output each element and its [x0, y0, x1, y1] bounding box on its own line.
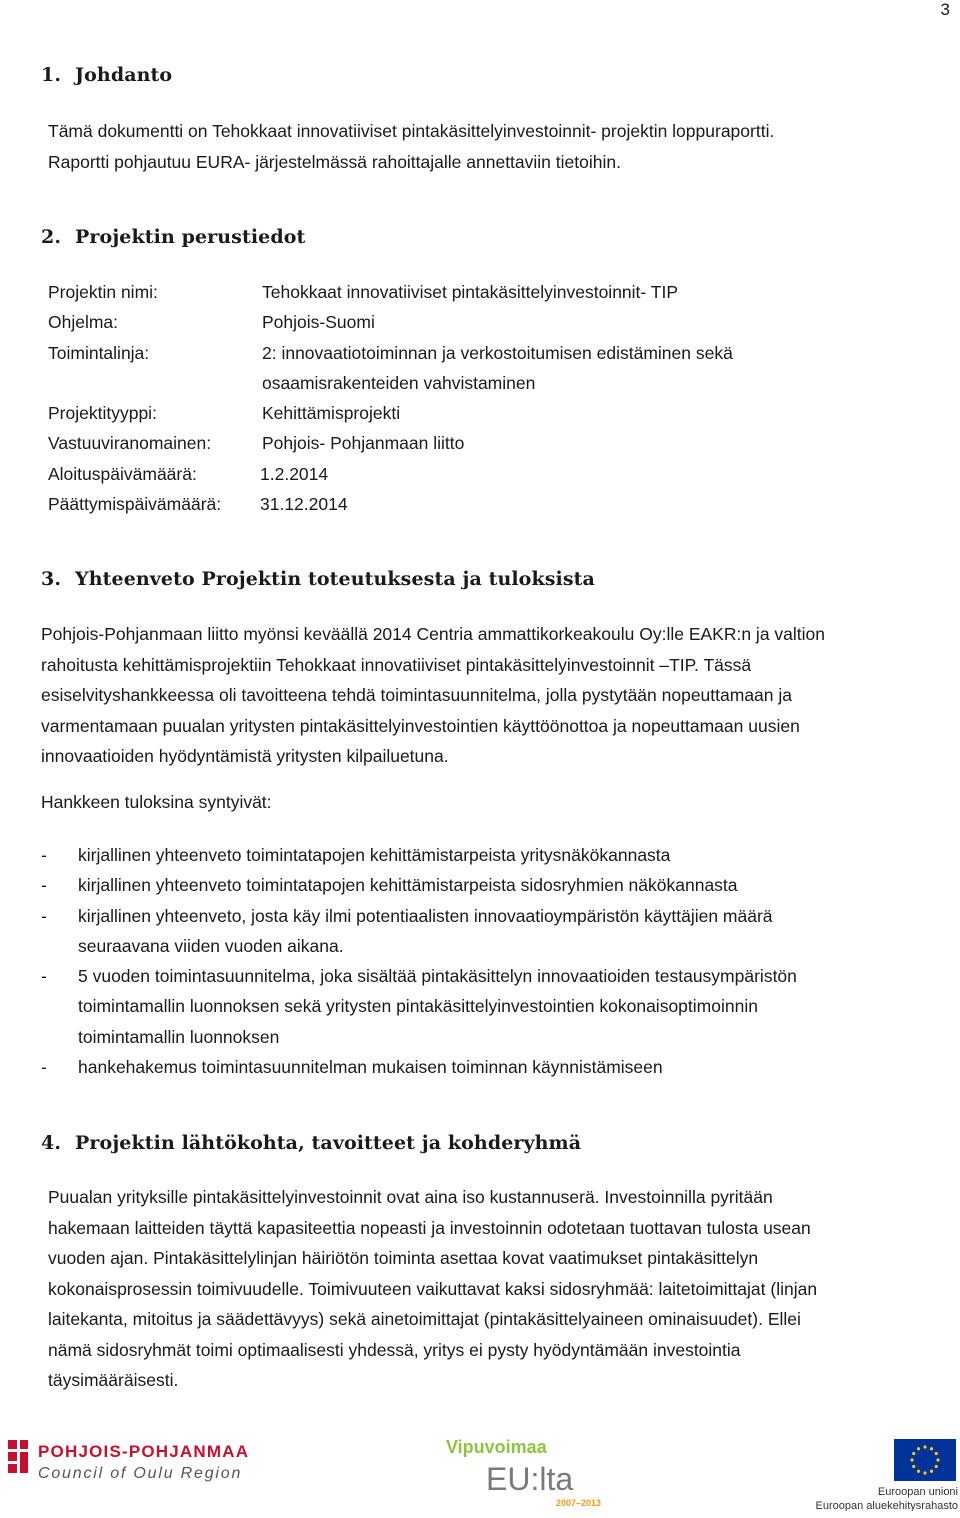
section-number: 1. — [41, 64, 62, 86]
section-number: 3. — [41, 568, 62, 590]
eu-star-icon — [923, 1445, 926, 1448]
list-item — [41, 1052, 797, 1082]
text-line: laitekanta, mitoitus ja säädettävyys) sekä ainetoimittajat (pintakäsittelyaineen ominaisuudet). Ellei — [48, 1309, 801, 1329]
info-label: Projektityyppi: — [48, 403, 157, 424]
eu-star-icon — [912, 1452, 915, 1455]
info-value: Pohjois- Pohjanmaan liitto — [262, 433, 465, 454]
info-label: Päättymispäivämäärä: — [48, 494, 222, 515]
list-item-text: kirjallinen yhteenveto, josta käy ilmi potentiaalisten innovaatioympäristön käyttäjien määrä — [78, 905, 773, 926]
list-item-text: 5 vuoden toimintasuunnitelma, joka sisältää pintakäsittelyn innovaatioiden testausympäristön — [78, 966, 797, 987]
results-heading: Hankkeen tuloksina syntyivät: — [41, 792, 272, 812]
section-number: 4. — [41, 1132, 62, 1154]
eu-star-icon — [930, 1447, 933, 1450]
logo-line-2: Council of Oulu Region — [38, 1465, 243, 1482]
info-value: Kehittämisprojekti — [262, 403, 401, 424]
background-paragraph — [48, 1182, 817, 1396]
list-dash: - — [41, 875, 47, 896]
vipuvoimaa-eu-logo-icon — [444, 1436, 614, 1508]
text-line: esiselvityshankkeessa oli tavoitteena tehdä toimintasuunnitelma, jolla pystytään nopeuttamaan ja — [41, 685, 793, 705]
list-item-text: seuraavana viiden vuoden aikana. — [78, 935, 344, 956]
pohjois-pohjanmaa-logo-icon — [6, 1434, 266, 1486]
section-heading-3 — [41, 568, 595, 590]
logo-line-2: Euroopan aluekehitysrahasto — [815, 1500, 958, 1511]
eu-star-icon — [923, 1471, 926, 1474]
list-item-text: hankehakemus toimintasuunnitelman mukaisen toiminnan käynnistämiseen — [78, 1057, 663, 1078]
eu-flag-icon — [800, 1437, 960, 1511]
list-dash: - — [41, 845, 47, 865]
section-title: Projektin lähtökohta, tavoitteet ja kohderyhmä — [75, 1132, 582, 1154]
logo-line-1: Euroopan unioni — [877, 1486, 958, 1498]
list-item-text: toimintamallin luonnoksen — [78, 1026, 280, 1047]
info-value: Tehokkaat innovatiiviset pintakäsittelyinvestoinnit- TIP — [262, 282, 679, 302]
list-dash: - — [41, 1057, 47, 1078]
eu-star-icon — [917, 1470, 920, 1473]
eu-star-icon — [936, 1458, 939, 1461]
page-number: 3 — [940, 0, 950, 19]
list-item — [41, 901, 797, 962]
text-line: varmentamaan puualan yritysten pintakäsittelyinvestointien käyttöönottoa ja nopeuttamaan uusien — [41, 715, 800, 736]
info-label: Aloituspäivämäärä: — [48, 463, 197, 484]
summary-paragraph — [41, 619, 825, 772]
info-value: 31.12.2014 — [260, 494, 348, 515]
info-label: Ohjelma: — [48, 312, 119, 333]
logo-line-3: 2007–2013 — [556, 1498, 602, 1508]
section-heading-4 — [41, 1132, 581, 1154]
pohjois-pohjanmaa-logo — [6, 1434, 266, 1486]
info-value-line: osaamisrakenteiden vahvistaminen — [262, 372, 536, 393]
info-label: Toimintalinja: — [48, 342, 150, 363]
intro-paragraph — [48, 116, 774, 177]
list-dash: - — [41, 966, 47, 987]
text-line: Raportti pohjautuu EURA- järjestelmässä rahoittajalle annettaviin tietoihin. — [48, 151, 621, 172]
text-line: rahoitusta kehittämisprojektiin Tehokkaat innovatiiviset pintakäsittelyinvestoinnit –TIP. Tässä — [41, 654, 752, 675]
list-item — [41, 961, 797, 1052]
eu-star-icon — [935, 1465, 938, 1468]
results-list — [41, 840, 797, 1082]
text-line: Tämä dokumentti on Tehokkaat innovatiiviset pintakäsittelyinvestoinnit- projektin loppuraportti. — [48, 121, 775, 141]
section-title: Johdanto — [75, 64, 173, 86]
text-line: innovaatioiden hyödyntämistä yritysten kilpailuetuna. — [41, 746, 449, 766]
eu-star-icon — [912, 1465, 915, 1468]
text-line: nämä sidosryhmät toimi optimaalisesti yhdessä, yritys ei pysty hyödyntämään investointia — [48, 1339, 741, 1360]
eu-star-icon — [910, 1458, 913, 1461]
list-item — [41, 840, 797, 870]
text-line: vuoden ajan. Pintakäsittelylinjan häiriötön toiminta asettaa kovat vaatimukset pintakäsittelyn — [48, 1248, 759, 1268]
eu-star-icon — [935, 1452, 938, 1455]
text-line: hakemaan laitteiden täyttä kapasiteettia nopeasti ja investoinnin odotetaan tuottavan tulosta usean — [48, 1217, 811, 1238]
section-title: Yhteenveto Projektin toteutuksesta ja tuloksista — [75, 568, 595, 590]
list-dash: - — [41, 905, 47, 926]
eu-regional-fund-logo — [800, 1437, 960, 1511]
logo-line-1: POHJOIS-POHJANMAA — [38, 1442, 250, 1461]
logo-line-2: EU:lta — [486, 1461, 574, 1497]
list-item-text: kirjallinen yhteenveto toimintatapojen kehittämistarpeista yritysnäkökannasta — [78, 845, 671, 865]
info-label: Projektin nimi: — [48, 282, 158, 302]
text-line: kokonaisprosessin toimivuudelle. Toimivuuteen vaikuttavat kaksi sidosryhmää: laitetoimittajat (linjan — [48, 1278, 818, 1299]
list-item — [41, 870, 797, 900]
logo-line-1: Vipuvoimaa — [446, 1437, 547, 1457]
eu-star-icon — [917, 1447, 920, 1450]
info-value: Pohjois-Suomi — [262, 312, 375, 333]
info-value: 1.2.2014 — [260, 463, 329, 484]
list-item-text: kirjallinen yhteenveto toimintatapojen kehittämistarpeista sidosryhmien näkökannasta — [78, 875, 738, 896]
section-title: Projektin perustiedot — [75, 226, 306, 248]
section-heading-2 — [41, 226, 305, 248]
vipuvoimaa-eu-logo — [444, 1436, 614, 1508]
info-label: Vastuuviranomainen: — [48, 433, 212, 454]
section-heading-1 — [41, 64, 172, 86]
eu-star-icon — [930, 1470, 933, 1473]
list-item-text: toimintamallin luonnoksen sekä yritysten pintakäsittelyinvestointien kokonaisoptimoinnin — [78, 996, 758, 1017]
section-number: 2. — [41, 226, 62, 248]
text-line: Pohjois-Pohjanmaan liitto myönsi keväällä 2014 Centria ammattikorkeakoulu Oy:lle EAKR:n ja valtion — [41, 624, 825, 644]
info-value-line: 2: innovaatiotoiminnan ja verkostoitumisen edistäminen sekä — [262, 342, 733, 363]
info-value — [262, 338, 733, 399]
text-line: Puualan yrityksille pintakäsittelyinvestoinnit ovat aina iso kustannuserä. Investoinnilla pyritään — [48, 1187, 773, 1207]
text-line: täysimääräisesti. — [48, 1370, 179, 1390]
